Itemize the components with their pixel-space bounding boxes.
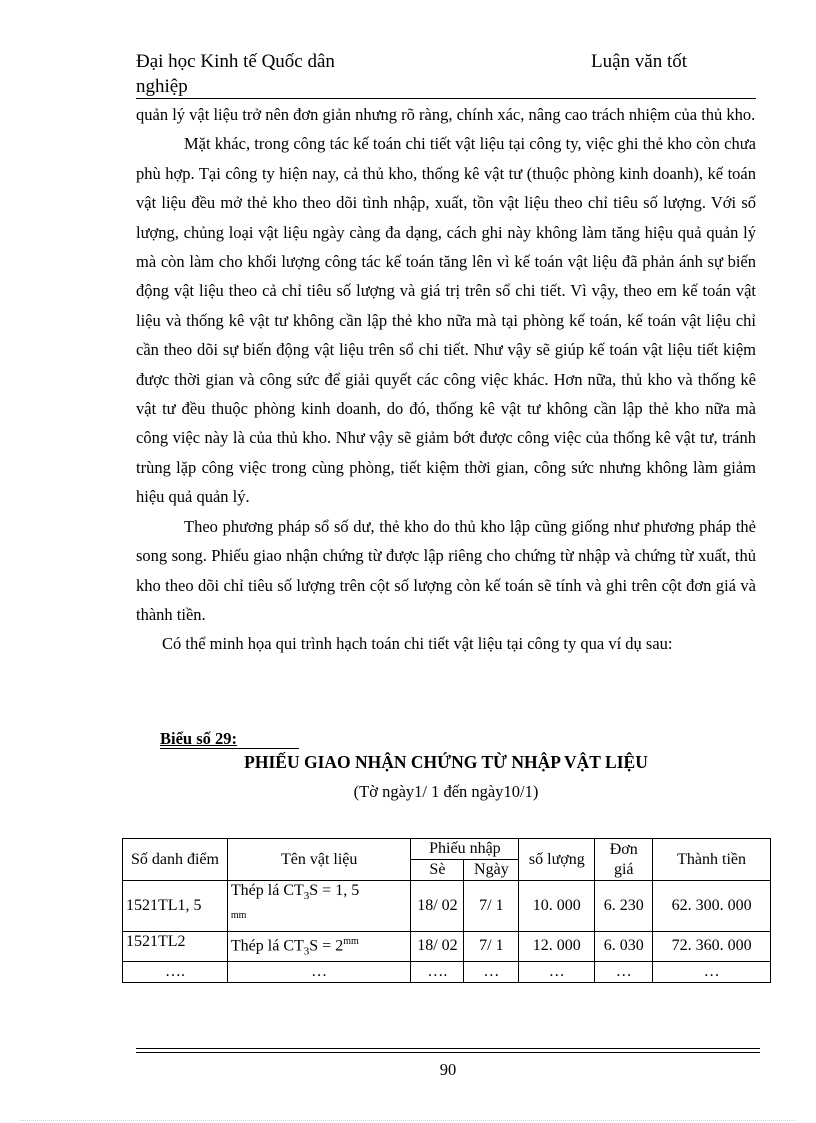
name-subscript: 3 [303, 890, 310, 903]
name-prefix: Thép lá CT [230, 936, 304, 954]
cell-so: 18/ 02 [411, 881, 464, 932]
name-mid: S = 2 [309, 936, 344, 954]
cell-price: 6. 030 [595, 931, 653, 962]
cell-code: 1521TL2 [123, 931, 228, 962]
header-so-luong: số lượng [519, 839, 595, 881]
form-title: PHIẾU GIAO NHẬN CHỨNG TỪ NHẬP VẬT LIỆU [244, 752, 648, 772]
page-number: 90 [439, 1060, 457, 1079]
cell-ellipsis: … [653, 962, 771, 983]
cell-price: 6. 230 [595, 881, 653, 932]
name-prefix: Thép lá CT [230, 882, 304, 899]
table-header-row [123, 839, 771, 860]
page-header [136, 50, 756, 100]
table-row-ellipsis [123, 962, 771, 983]
cell-amount: 72. 360. 000 [653, 931, 771, 962]
header-ngay: Ngày [464, 860, 519, 881]
header-ten-vat-lieu: Tên vật liệu [227, 839, 411, 881]
cell-ellipsis: …. [123, 962, 228, 983]
name-unit: mm [343, 935, 359, 947]
cell-qty: 12. 000 [519, 931, 595, 962]
cell-so: 18/ 02 [411, 931, 464, 962]
cell-qty: 10. 000 [519, 881, 595, 932]
paragraph: Có thể minh họa qui trình hạch toán chi tiết vật liệu tại công ty qua ví dụ sau: [162, 634, 673, 654]
paragraph: Theo phương pháp sổ số dư, thẻ kho do thủ kho lập cũng giống như phương pháp thẻ song song. Phiếu giao nhận chứng từ được lập riêng cho chứng từ nhập và chứng từ xuất, thủ kho theo dõi chỉ tiêu số lượng trên cột số lượng còn kế toán sẽ tính và ghi trên cột đơn giá và thành tiền. [136, 516, 756, 624]
table-row [123, 931, 771, 962]
form-label-underline [160, 748, 299, 749]
form-label: Biểu số 29: [160, 729, 238, 748]
paragraph: quản lý vật liệu trở nên đơn giản nhưng rõ ràng, chính xác, nâng cao trách nhiệm của thủ kho. [136, 105, 756, 124]
paragraph: Mặt khác, trong công tác kế toán chi tiết vật liệu tại công ty, việc ghi thẻ kho còn chưa phù hợp. Tại công ty hiện nay, cả thủ kho, thống kê vật tư (thuộc phòng kinh doanh), kế toán vật liệu đều mở thẻ kho theo dõi tình nhập, xuất, tồn vật liệu theo chỉ tiêu số lượng. Với số lượng, chủng loại vật liệu ngày càng đa dạng, cách ghi này không làm tăng hiệu quả quản lý mà còn làm cho khối lượng công tác kế toán tăng lên vì kế toán vật liệu đã phản ánh sự biến động vật liệu theo cả chỉ tiêu số lượng và giá trị trên sổ chi tiết. Vì vậy, theo em kế toán vật liệu và thống kê vật tư không cần lập thẻ kho nữa mà tại phòng kế toán, kế toán vật liệu chỉ cần theo dõi sự biến động vật liệu trên sổ chi tiết. Như vậy sẽ giúp kế toán vật liệu tiết kiệm được thời gian và công sức để giải quyết các công việc khác. Hơn nữa, thủ kho và thống kê vật tư đều thuộc phòng kinh doanh, do đó, thống kê vật tư không cần lập thẻ kho nữa mà công việc này là của thủ kho. Như vậy sẽ giảm bớt được công việc của thống kê vật tư, tránh trùng lặp công việc trong cùng phòng, tiết kiệm thời gian, công sức nhưng không làm giảm hiệu quả quản lý. [136, 134, 756, 507]
cell-amount: 62. 300. 000 [653, 881, 771, 932]
cell-code: 1521TL1, 5 [123, 881, 228, 932]
table-row [123, 881, 771, 932]
form-subtitle: (Tờ ngày1/ 1 đến ngày10/1) [353, 782, 539, 801]
name-mid: S = 1, 5 [309, 882, 360, 899]
footer-rule [136, 1048, 760, 1049]
cell-ngay: 7/ 1 [464, 931, 519, 962]
header-so: Sè [411, 860, 464, 881]
footer-rule [136, 1052, 760, 1053]
header-don-gia: Đơn giá [595, 839, 653, 881]
header-rule [136, 98, 756, 99]
page-edge-dotted [20, 1120, 796, 1121]
header-university: Đại học Kinh tế Quốc dân [136, 51, 335, 72]
header-thanh-tien: Thành tiền [653, 839, 771, 881]
cell-ellipsis: … [519, 962, 595, 983]
cell-ellipsis: … [464, 962, 519, 983]
header-thesis: Luận văn tốt [591, 51, 688, 72]
header-university-cont: nghiệp [136, 76, 188, 97]
cell-name [227, 931, 411, 962]
cell-ellipsis: … [595, 962, 653, 983]
cell-name [227, 881, 411, 932]
name-subscript: 3 [303, 945, 310, 958]
cell-ellipsis: …. [411, 962, 464, 983]
name-unit: mm [230, 910, 247, 922]
cell-ngay: 7/ 1 [464, 881, 519, 932]
header-so-danh-diem: Số danh điểm [123, 839, 228, 881]
header-phieu-nhap: Phiếu nhập [411, 839, 519, 860]
receipt-table [122, 838, 771, 983]
cell-ellipsis: … [227, 962, 411, 983]
body-text [136, 100, 756, 659]
